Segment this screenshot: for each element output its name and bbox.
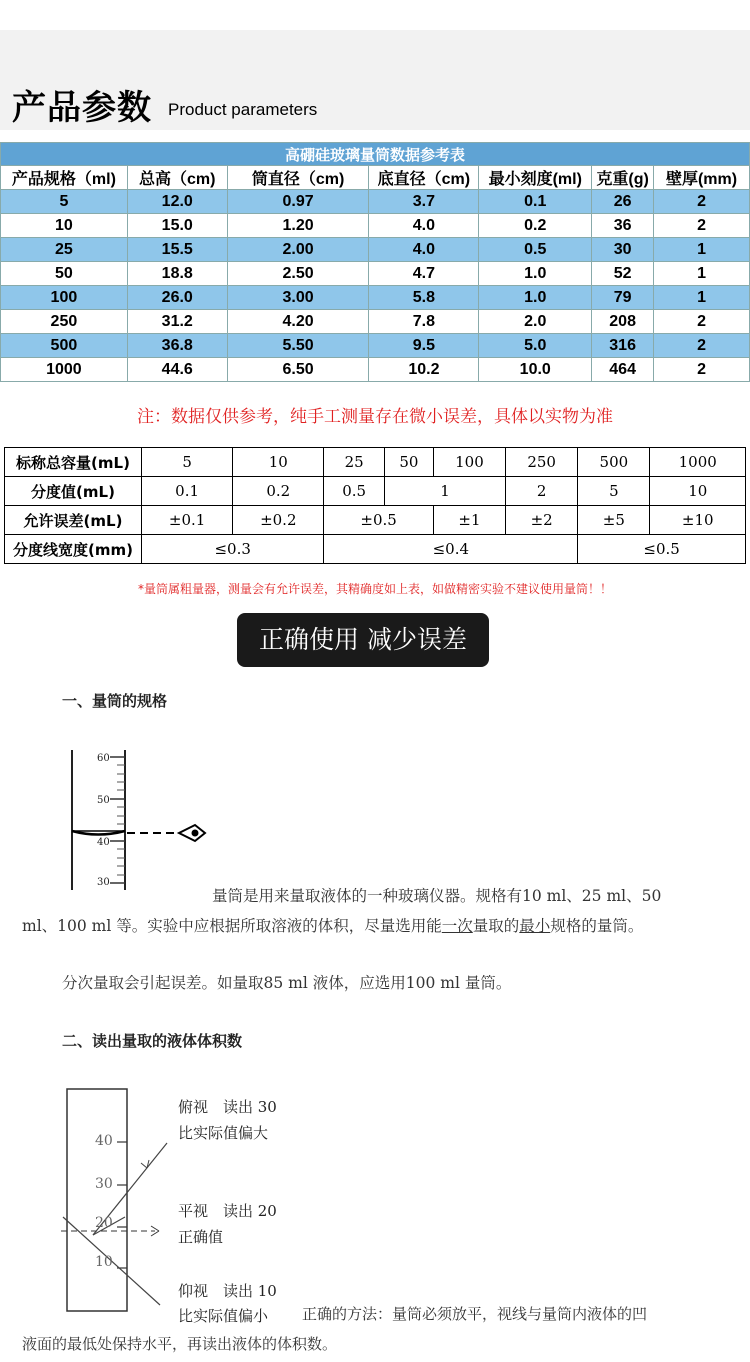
top-view-note: 比实际值偏大 (178, 1124, 269, 1142)
table-cell: 0.5 (479, 238, 592, 262)
table-cell: 250 (1, 310, 128, 334)
table-cell: 10 (1, 214, 128, 238)
table-row (1, 238, 750, 262)
para-underlined: 一次 (441, 917, 473, 935)
spec-header: 壁厚(mm) (654, 166, 750, 190)
disclaimer-note: 注：数据仅供参考，纯手工测量存在微小误差，具体以实物为准 (137, 407, 613, 427)
bottom-view-note: 比实际值偏小 (178, 1307, 269, 1325)
row-label: 分度值(mL) (5, 477, 142, 506)
table-cell: 15.5 (127, 238, 227, 262)
table-cell: 2 (654, 190, 750, 214)
table-cell: 500 (578, 448, 650, 477)
spec-table-caption: 高硼硅玻璃量筒数据参考表 (1, 143, 750, 166)
table-cell: 100 (1, 286, 128, 310)
table-row (1, 262, 750, 286)
table-row (1, 286, 750, 310)
table-cell: 9.5 (369, 334, 479, 358)
table-cell: ±2 (506, 506, 578, 535)
table-cell: 10 (233, 448, 324, 477)
spec-header: 最小刻度(ml) (479, 166, 592, 190)
spec-table (0, 142, 750, 382)
table-cell: 4.0 (369, 214, 479, 238)
method-text-b: 液面的最低处保持水平，再读出液体的体积数。 (22, 1335, 338, 1353)
table-cell: ≤0.3 (142, 535, 324, 564)
table-cell: ±5 (578, 506, 650, 535)
table-cell: 25 (1, 238, 128, 262)
table-cell: 0.5 (324, 477, 385, 506)
table-cell: 50 (384, 448, 433, 477)
table-cell: 0.97 (227, 190, 369, 214)
para-text: ml、100 ml 等。实验中应根据所取溶液的体积，尽量选用能 (22, 917, 442, 935)
table-cell: 5.50 (227, 334, 369, 358)
scale-tick-label: 30 (97, 877, 110, 888)
table-cell: 464 (592, 358, 654, 382)
table-cell: 3.00 (227, 286, 369, 310)
table-cell: 44.6 (127, 358, 227, 382)
section1-paragraph-b (22, 910, 643, 942)
table-cell: 500 (1, 334, 128, 358)
table-cell: 100 (433, 448, 505, 477)
table-row (1, 310, 750, 334)
table-cell: 1000 (650, 448, 746, 477)
table-cell: 25 (324, 448, 385, 477)
table-cell: 4.0 (369, 238, 479, 262)
header-title-cn: 产品参数 (12, 88, 152, 128)
section1-paragraph-a: 量筒是用来量取液体的一种玻璃仪器。规格有10 ml、25 ml、50 (212, 887, 662, 905)
para-underlined: 最小 (519, 917, 551, 935)
row-label: 标称总容量(mL) (5, 448, 142, 477)
spec-header: 产品规格（ml) (1, 166, 128, 190)
tolerance-table (4, 447, 746, 564)
table-cell: 79 (592, 286, 654, 310)
table-cell: 10.0 (479, 358, 592, 382)
table-cell: 1 (654, 262, 750, 286)
table-cell: 5 (142, 448, 233, 477)
table-cell: 1 (654, 286, 750, 310)
table-cell: 36.8 (127, 334, 227, 358)
table-cell: 1.0 (479, 262, 592, 286)
table-cell: 30 (592, 238, 654, 262)
spec-header: 克重(g) (592, 166, 654, 190)
table-cell: 5 (1, 190, 128, 214)
table-cell: 1000 (1, 358, 128, 382)
scale-tick-label: 60 (97, 753, 110, 764)
table-cell: 50 (1, 262, 128, 286)
table-cell: 2 (506, 477, 578, 506)
section1-heading: 一、量筒的规格 (62, 692, 168, 710)
table-cell: 0.2 (233, 477, 324, 506)
table-cell: ±0.5 (324, 506, 433, 535)
section2-heading: 二、读出量取的液体体积数 (62, 1032, 243, 1050)
table-cell: 2 (654, 358, 750, 382)
table-cell: 316 (592, 334, 654, 358)
row-label: 分度线宽度(mm) (5, 535, 142, 564)
cylinder-tick-label: 40 (95, 1133, 113, 1149)
cylinder-tick-label: 20 (95, 1215, 113, 1231)
scale-tick-label: 40 (97, 837, 110, 848)
table-cell: 3.7 (369, 190, 479, 214)
para-text: 规格的量筒。 (550, 917, 644, 935)
table-cell: 12.0 (127, 190, 227, 214)
scale-tick-label: 50 (97, 795, 110, 806)
table-cell: 2 (654, 214, 750, 238)
top-band (0, 0, 750, 30)
table-cell: 5.0 (479, 334, 592, 358)
table-cell: 52 (592, 262, 654, 286)
table-cell: 250 (506, 448, 578, 477)
table-cell: 1.20 (227, 214, 369, 238)
row-label: 允许误差(mL) (5, 506, 142, 535)
header-title-en: Product parameters (168, 100, 318, 119)
table-cell: ≤0.5 (578, 535, 746, 564)
para-text: 量取的 (472, 917, 520, 935)
bottom-view-reading: 仰视 读出 10 (178, 1282, 277, 1300)
table-cell: 7.8 (369, 310, 479, 334)
cylinder-tick-label: 30 (95, 1176, 113, 1192)
table-cell: 31.2 (127, 310, 227, 334)
table-cell: 4.7 (369, 262, 479, 286)
method-text-a: 正确的方法：量筒必须放平，视线与量筒内液体的凹 (302, 1305, 648, 1323)
table-cell: 10 (650, 477, 746, 506)
table-row (1, 214, 750, 238)
table-cell: 10.2 (369, 358, 479, 382)
spec-header: 底直径（cm) (369, 166, 479, 190)
cylinder-tick-label: 10 (95, 1254, 113, 1270)
reading-angle-diagram (55, 1085, 185, 1315)
usage-banner: 正确使用 减少误差 (237, 613, 489, 667)
table-cell: 208 (592, 310, 654, 334)
table-cell: 36 (592, 214, 654, 238)
table-cell: 18.8 (127, 262, 227, 286)
table-cell: 1.0 (479, 286, 592, 310)
table-cell: 5 (578, 477, 650, 506)
section1-paragraph-c: 分次量取会引起误差。如量取85 ml 液体，应选用100 ml 量筒。 (62, 974, 512, 992)
table-cell: 0.1 (479, 190, 592, 214)
table-cell: 0.2 (479, 214, 592, 238)
table-cell: 15.0 (127, 214, 227, 238)
spec-header: 总高（cm) (127, 166, 227, 190)
table-row (1, 358, 750, 382)
table-cell: 2 (654, 310, 750, 334)
level-view-reading: 平视 读出 20 (178, 1202, 277, 1220)
table-row (1, 334, 750, 358)
table-cell: 4.20 (227, 310, 369, 334)
level-view-note: 正确值 (178, 1228, 224, 1246)
table-cell: 2.0 (479, 310, 592, 334)
table-cell: ≤0.4 (324, 535, 578, 564)
top-view-reading: 俯视 读出 30 (178, 1098, 277, 1116)
table-cell: ±0.2 (233, 506, 324, 535)
table-cell: 1 (384, 477, 505, 506)
table-cell: 26.0 (127, 286, 227, 310)
cylinder-scale-diagram (55, 745, 225, 895)
table-cell: ±1 (433, 506, 505, 535)
table-cell: 2.00 (227, 238, 369, 262)
table-cell: 5.8 (369, 286, 479, 310)
table-cell: 2 (654, 334, 750, 358)
table-cell: ±0.1 (142, 506, 233, 535)
section-header (0, 30, 750, 130)
table-cell: 0.1 (142, 477, 233, 506)
table-cell: 26 (592, 190, 654, 214)
table-cell: 6.50 (227, 358, 369, 382)
spec-header: 筒直径（cm) (227, 166, 369, 190)
table-cell: 1 (654, 238, 750, 262)
table-row (1, 190, 750, 214)
table-cell: 2.50 (227, 262, 369, 286)
accuracy-warning: *量筒属粗量器，测量会有允许误差，其精确度如上表，如做精密实验不建议使用量筒！！ (137, 582, 612, 596)
table-cell: ±10 (650, 506, 746, 535)
